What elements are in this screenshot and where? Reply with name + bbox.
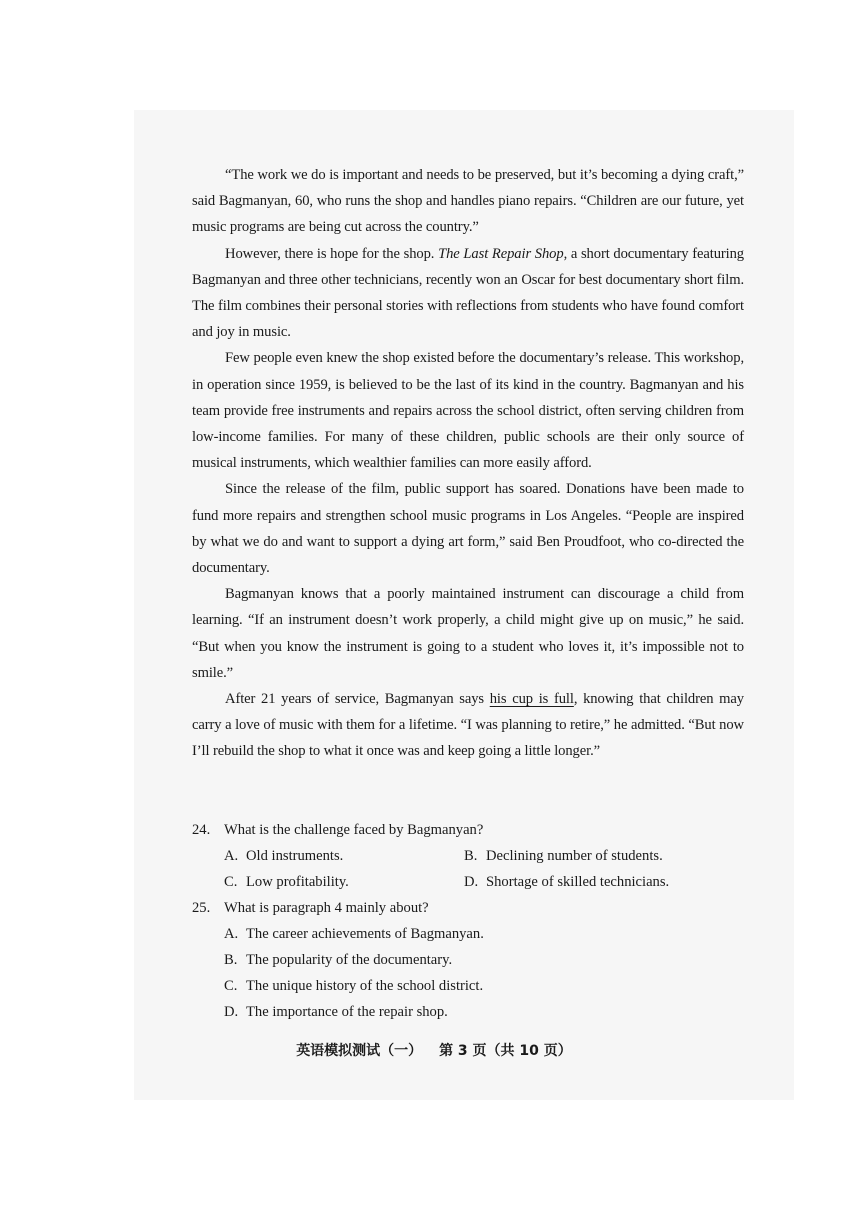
option-letter: D. <box>464 874 479 890</box>
paragraph-2-text-end: , a short documentary featuring Bagmanyan and three other technicians, recently won an Oscar for best documentary short film. The film combines their personal stories with reflections from students who have found comfort and joy in music. <box>192 245 744 341</box>
question-25 <box>192 895 744 921</box>
option-a <box>192 921 744 947</box>
paragraph-5-text: Bagmanyan knows that a poorly maintained instrument can discourage a child from learning. “If an instrument doesn’t work properly, a child might give up on music,” he said. “But when you know the instrument is going to a student who loves it, it’s impossible not to smile.” <box>192 586 744 681</box>
option-text: The importance of the repair shop. <box>246 1004 448 1020</box>
options-row <box>192 869 744 895</box>
option-d <box>192 999 744 1025</box>
paragraph-2 <box>192 241 744 346</box>
option-text: The unique history of the school district. <box>246 978 484 994</box>
option-letter: C. <box>224 978 238 994</box>
question-text: What is the challenge faced by Bagmanyan? <box>224 822 484 838</box>
question-text: What is paragraph 4 mainly about? <box>224 900 429 916</box>
underlined-phrase: his cup is full <box>489 691 574 708</box>
paragraph-3-text: Few people even knew the shop existed before the documentary’s release. This workshop, in operation since 1959, is believed to be the last of its kind in the country. Bagmanyan and his team provide free instruments and repairs across the school district, often serving children from low-income families. For many of these children, public schools are their only source of musical instruments, which wealthier families can more easily afford. <box>192 350 744 472</box>
paragraph-6-text-end: , knowing that children may carry a love of music with them for a lifetime. “I was planning to retire,” he admitted. “But now I’ll rebuild the shop to what it once was and keep going a little longer.” <box>192 691 744 760</box>
options-row <box>192 843 744 869</box>
page-footer <box>0 1040 868 1060</box>
paragraph-1 <box>192 162 744 241</box>
question-number: 25. <box>192 900 211 916</box>
paragraph-5 <box>192 581 744 686</box>
paragraph-4-text: Since the release of the film, public support has soared. Donations have been made to fund more repairs and strengthen school music programs in Los Angeles. “People are inspired by what we do and want to support a dying art form,” said Ben Proudfoot, who co-directed the documentary. <box>192 481 744 577</box>
paragraph-6-text-start: After 21 years of service, Bagmanyan says <box>225 691 490 708</box>
test-name: 英语模拟测试（一） <box>296 1043 423 1059</box>
option-item <box>224 947 452 973</box>
option-text: Shortage of skilled technicians. <box>486 874 670 890</box>
page-number: 第 3 页（共 10 页） <box>439 1043 572 1059</box>
option-text: Old instruments. <box>246 848 344 864</box>
option-d <box>464 869 669 895</box>
paragraph-1-text: “The work we do is important and needs to be preserved, but it’s becoming a dying craft,” said Bagmanyan, 60, who runs the shop and handles piano repairs. “Children are our future, yet music programs are being cut across the country.” <box>192 167 744 236</box>
paragraph-3 <box>192 345 744 476</box>
option-letter: D. <box>224 1004 239 1020</box>
documentary-title: The Last Repair Shop <box>438 245 564 262</box>
paragraph-4 <box>192 476 744 581</box>
option-item <box>224 999 448 1025</box>
option-c <box>224 869 464 895</box>
option-letter: A. <box>224 848 239 864</box>
paragraph-6 <box>192 686 744 765</box>
option-letter: A. <box>224 926 239 942</box>
option-c <box>192 973 744 999</box>
option-letter: B. <box>464 848 478 864</box>
option-b <box>192 947 744 973</box>
option-letter: B. <box>224 952 238 968</box>
option-text: Declining number of students. <box>486 848 663 864</box>
question-section <box>192 817 744 1025</box>
option-a <box>224 843 464 869</box>
option-letter: C. <box>224 874 238 890</box>
option-b <box>464 843 663 869</box>
question-24 <box>192 817 744 843</box>
option-item <box>224 973 483 999</box>
option-text: Low profitability. <box>246 874 349 890</box>
reading-passage <box>192 162 744 765</box>
option-item <box>224 921 484 947</box>
option-text: The career achievements of Bagmanyan. <box>246 926 484 942</box>
option-text: The popularity of the documentary. <box>246 952 453 968</box>
paragraph-2-text-start: However, there is hope for the shop. <box>225 245 439 262</box>
question-number: 24. <box>192 822 211 838</box>
